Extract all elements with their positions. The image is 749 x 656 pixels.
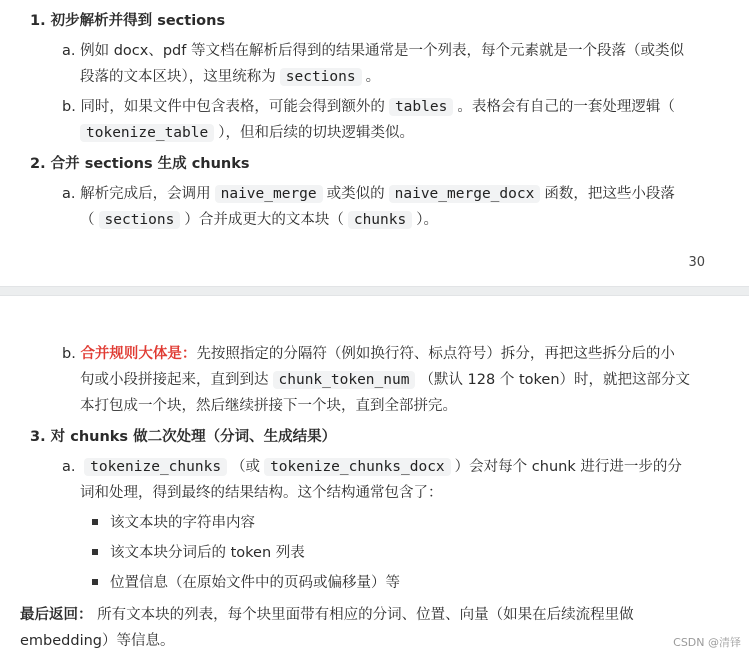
list-item-2b-line3	[80, 394, 457, 418]
bullet-text: 该文本块分词后的 token 列表	[110, 545, 305, 561]
list-item-3a-line2	[80, 481, 443, 505]
inline-code: naive_merge_docx	[389, 185, 541, 203]
document-page-31	[0, 296, 749, 656]
list-marker: a.	[62, 43, 76, 59]
inline-code: sections	[99, 211, 181, 229]
final-return-line2	[20, 629, 175, 653]
paragraph-text: 所有文本块的列表，每个块里面带有相应的分词、位置、向量（如果在后续流程里做	[97, 607, 634, 623]
paragraph-text: 词和处理，得到最终的结果结构。这个结构通常包含了：	[80, 485, 443, 501]
paragraph-text: 句或小段拼接起来，直到到达	[80, 372, 269, 388]
paragraph-text: ），但和后续的切块逻辑类似。	[218, 125, 414, 141]
paragraph-text: 函数，把这些小段落	[544, 186, 675, 202]
list-item-1b-line1	[62, 95, 675, 119]
paragraph-text: （	[80, 212, 95, 228]
paragraph-text: 。表格会有自己的一套处理逻辑（	[457, 99, 675, 115]
list-number: 3.	[30, 429, 46, 445]
inline-code: tokenize_chunks	[84, 458, 227, 476]
heading-text: 初步解析并得到 sections	[50, 13, 226, 29]
list-marker: a.	[62, 186, 76, 202]
paragraph-text: ）。	[416, 212, 438, 228]
paragraph-text: （或	[231, 459, 261, 475]
list-item-3a-line1	[62, 455, 682, 479]
page-separator	[0, 286, 749, 296]
bullet-item	[92, 571, 400, 595]
paragraph-text: 例如 docx、pdf 等文档在解析后得到的结果通常是一个列表，每个元素就是一个段落（或类似	[80, 43, 684, 59]
list-item-2a-line2	[80, 208, 438, 232]
square-bullet-icon	[92, 549, 98, 555]
final-return-line1	[20, 603, 634, 627]
square-bullet-icon	[92, 579, 98, 585]
paragraph-text: 段落的文本区块），这里统称为	[80, 69, 276, 85]
list-item-1b-line2	[76, 121, 414, 145]
inline-code: chunks	[348, 211, 412, 229]
list-item-2-heading	[30, 152, 250, 176]
list-item-2a-line1	[62, 182, 675, 206]
inline-code: naive_merge	[215, 185, 323, 203]
heading-text: 对 chunks 做二次处理（分词、生成结果）	[50, 429, 337, 445]
list-marker: b.	[62, 346, 76, 362]
inline-code: tokenize_table	[80, 124, 214, 142]
list-item-1-heading	[30, 9, 225, 33]
heading-text: 合并 sections 生成 chunks	[50, 156, 250, 172]
inline-code: tables	[389, 98, 453, 116]
paragraph-text: ）会对每个 chunk 进行进一步的分	[454, 459, 682, 475]
paragraph-text: （默认 128 个 token）时，就把这部分文	[419, 372, 691, 388]
list-number: 2.	[30, 156, 46, 172]
paragraph-text: 先按照指定的分隔符（例如换行符、标点符号）拆分，再把这些拆分后的小	[196, 346, 675, 362]
square-bullet-icon	[92, 519, 98, 525]
paragraph-text: 本打包成一个块，然后继续拼接下一个块，直到全部拼完。	[80, 398, 457, 414]
list-item-1a-line1	[62, 39, 684, 63]
inline-code: tokenize_chunks_docx	[264, 458, 451, 476]
paragraph-text: 同时，如果文件中包含表格，可能会得到额外的	[80, 99, 385, 115]
bullet-text: 位置信息（在原始文件中的页码或偏移量）等	[110, 575, 400, 591]
list-item-1a-line2	[80, 65, 380, 89]
bold-label: 最后返回：	[20, 607, 93, 623]
document-page-30	[0, 0, 749, 286]
list-item-3-heading	[30, 425, 336, 449]
list-marker: b.	[62, 99, 76, 115]
bullet-item	[92, 511, 255, 535]
paragraph-text: ）合并成更大的文本块（	[184, 212, 344, 228]
list-item-2b-line2	[80, 368, 690, 392]
list-marker: a.	[62, 459, 76, 475]
watermark: CSDN @清铎	[673, 636, 741, 649]
highlight-label: 合并规则大体是：	[80, 346, 197, 362]
inline-code: chunk_token_num	[273, 371, 416, 389]
page-number: 30	[688, 255, 705, 270]
bullet-text: 该文本块的字符串内容	[110, 515, 255, 531]
paragraph-text: embedding）等信息。	[20, 633, 175, 649]
inline-code: sections	[280, 68, 362, 86]
paragraph-text: 或类似的	[326, 186, 385, 202]
paragraph-text: 。	[365, 69, 381, 85]
list-number: 1.	[30, 13, 46, 29]
list-item-2b-line1	[62, 342, 675, 366]
bullet-item	[92, 541, 305, 565]
paragraph-text: 解析完成后，会调用	[80, 186, 211, 202]
